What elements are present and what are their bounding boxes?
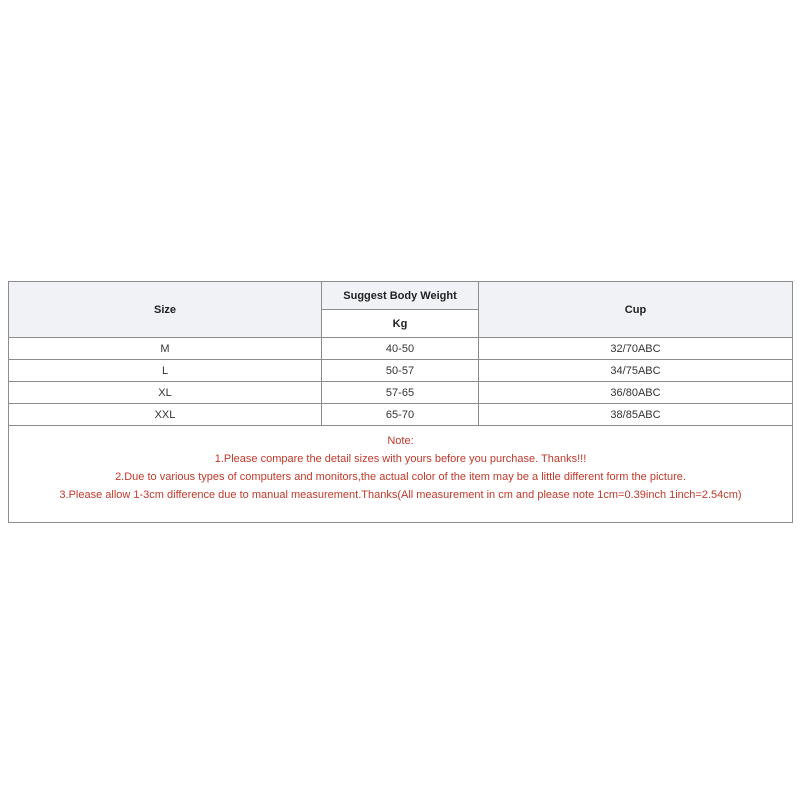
- cell-size: M: [9, 338, 322, 360]
- cell-size: XXL: [9, 404, 322, 426]
- note-line-3: 3.Please allow 1-3cm difference due to manual measurement.Thanks(All measurement in cm and please note 1cm=0.39inch 1inch=2.54cm): [59, 489, 742, 501]
- notes-cell: [9, 426, 793, 523]
- note-line-2: 2.Due to various types of computers and monitors,the actual color of the item may be a little different form the picture.: [115, 471, 686, 483]
- notes-row: [9, 426, 793, 523]
- cell-size: L: [9, 360, 322, 382]
- note-line-1: 1.Please compare the detail sizes with yours before you purchase. Thanks!!!: [214, 453, 587, 465]
- header-weight: Suggest Body Weight: [322, 282, 479, 310]
- cell-weight: 57-65: [322, 382, 479, 404]
- cell-size: XL: [9, 382, 322, 404]
- cell-weight: 65-70: [322, 404, 479, 426]
- cell-cup: 34/75ABC: [479, 360, 793, 382]
- table-row: [9, 338, 793, 360]
- header-size: Size: [9, 282, 322, 338]
- header-cup: Cup: [479, 282, 793, 338]
- table-row: [9, 360, 793, 382]
- header-weight-unit: Kg: [322, 310, 479, 338]
- cell-cup: 32/70ABC: [479, 338, 793, 360]
- table-row: [9, 382, 793, 404]
- cell-cup: 38/85ABC: [479, 404, 793, 426]
- cell-weight: 50-57: [322, 360, 479, 382]
- table-row: [9, 404, 793, 426]
- cell-cup: 36/80ABC: [479, 382, 793, 404]
- size-chart-table: [8, 281, 793, 523]
- cell-weight: 40-50: [322, 338, 479, 360]
- note-title: Note:: [387, 435, 414, 447]
